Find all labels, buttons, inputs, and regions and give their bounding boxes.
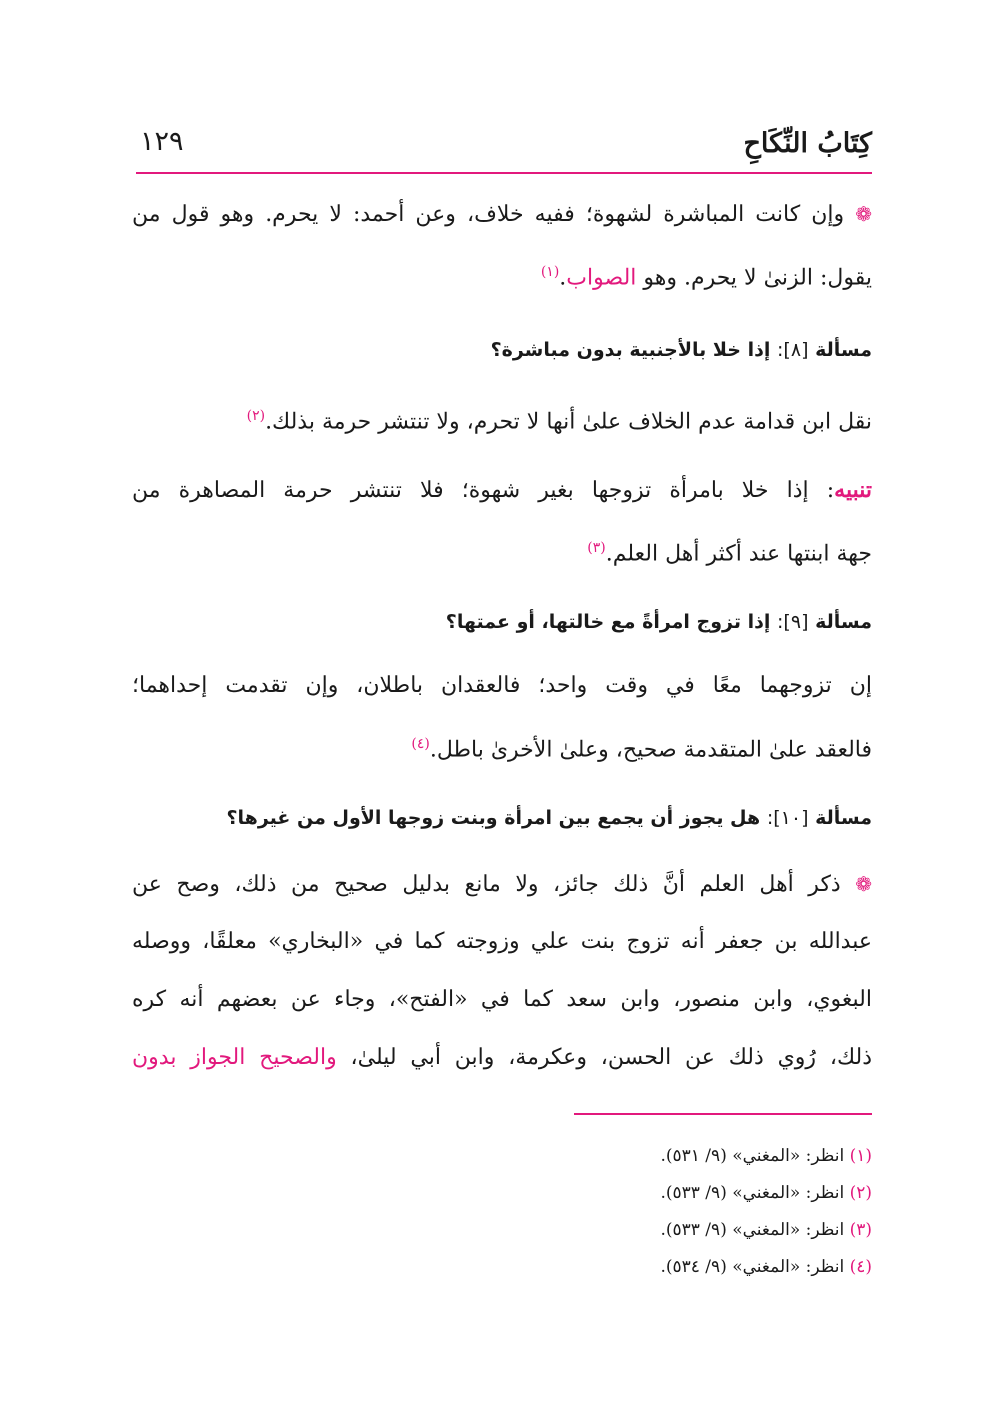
paragraph-1-line-2: يقول: الزنىٰ لا يحرم. وهو الصواب.$^{(١)}$: [540, 264, 872, 291]
footnote-marker: (٤): [411, 736, 430, 752]
paragraph-3-line-2: فالعقد علىٰ المتقدمة صحيح، وعلىٰ الأخرىٰ باطل.$^{(٤)}$: [411, 736, 872, 763]
question-10-heading: مسألة [١٠]: هل يجوز أن يجمع بين امرأة وبنت زوجها الأول من غيرها؟: [226, 807, 872, 829]
header-rule: [136, 172, 872, 174]
book-title: كِتَابُ النِّكَاحِ: [743, 128, 872, 159]
footnote-marker: (٢): [246, 408, 266, 424]
paragraph-3-line-1: إن تزوجهما معًا في وقت واحد؛ فالعقدان باطلان، وإن تقدمت إحداهما؛: [132, 673, 872, 698]
footnote-2: (٢) انظر: «المغني» (٩/ ٥٣٣).: [660, 1183, 872, 1203]
footnote-rule: [574, 1113, 872, 1115]
paragraph-2: نقل ابن قدامة عدم الخلاف علىٰ أنها لا تحرم، ولا تنتشر حرمة بذلك.$^{(٢)}$: [246, 408, 872, 435]
footnote-3: (٣) انظر: «المغني» (٩/ ٥٣٣).: [660, 1220, 872, 1240]
paragraph-4-line-2: عبدالله بن جعفر أنه تزوج بنت علي وزوجته كما في «البخاري» معلقًا، ووصله: [132, 929, 872, 954]
note-label: تنبيه: [834, 477, 873, 503]
footnote-4: (٤) انظر: «المغني» (٩/ ٥٣٤).: [660, 1257, 872, 1277]
flower-icon: ❁: [855, 202, 872, 226]
highlight-text: والصحيح الجواز بدون: [132, 1045, 337, 1070]
highlight-text: الصواب: [566, 265, 637, 291]
footnote-marker: (٣): [587, 540, 606, 556]
question-9-heading: مسألة [٩]: إذا تزوج امرأةً مع خالتها، أو عمتها؟: [445, 611, 872, 633]
footnote-marker: (١): [540, 264, 560, 280]
footnote-1: (١) انظر: «المغني» (٩/ ٥٣١).: [660, 1146, 872, 1166]
paragraph-4-line-3: البغوي، وابن منصور، وابن سعد كما في «الفتح»، وجاء عن بعضهم أنه كره: [132, 987, 872, 1012]
paragraph-1-line-1: ❁ وإن كانت المباشرة لشهوة؛ ففيه خلاف، وعن أحمد: لا يحرم. وهو قول من: [132, 202, 872, 227]
note-line-2: جهة ابنتها عند أكثر أهل العلم.$^{(٣)}$: [587, 540, 872, 567]
question-8-heading: مسألة [٨]: إذا خلا بالأجنبية بدون مباشرة؟: [490, 339, 872, 361]
note-line-1: تنبيه: إذا خلا بامرأة تزوجها بغير شهوة؛ فلا تنتشر حرمة المصاهرة من: [132, 477, 873, 503]
paragraph-4-line-4: ذلك، رُوي ذلك عن الحسن، وعكرمة، وابن أبي ليلىٰ، والصحيح الجواز بدون: [132, 1045, 872, 1070]
page-number: ١٢٩: [140, 126, 184, 157]
flower-icon: ❁: [855, 872, 872, 896]
paragraph-4-line-1: ❁ ذكر أهل العلم أنَّ ذلك جائز، ولا مانع بدليل صحيح من ذلك، وصح عن: [132, 872, 872, 897]
